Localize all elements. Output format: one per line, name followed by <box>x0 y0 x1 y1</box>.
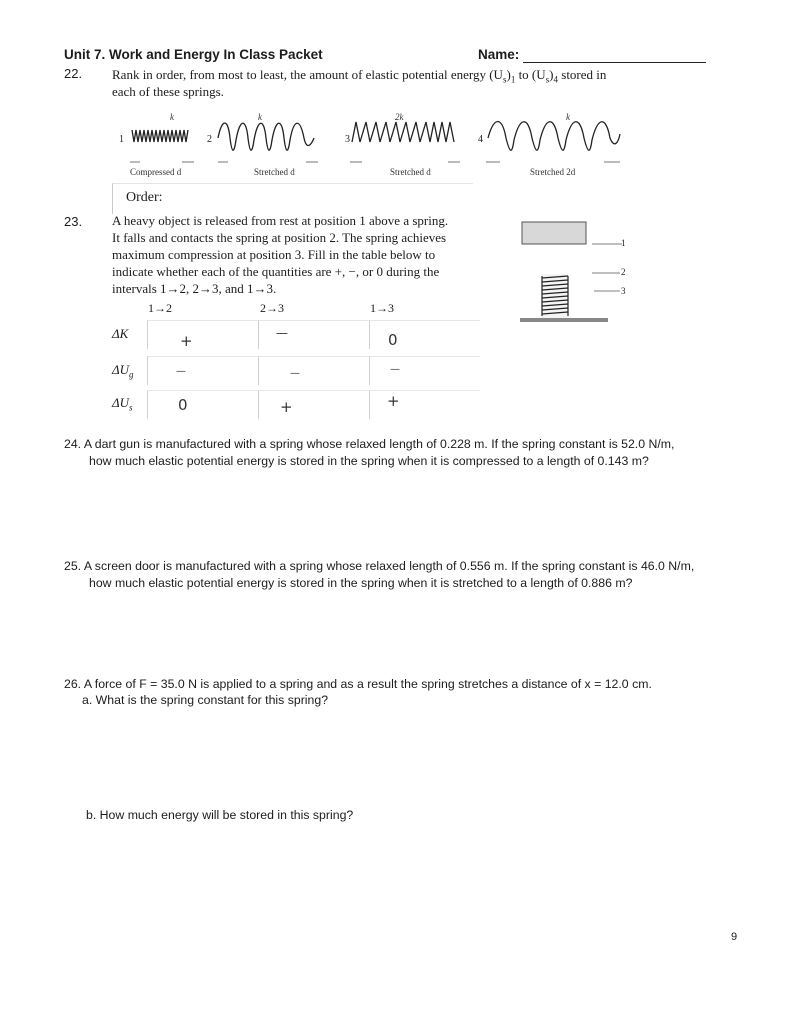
spring-1-number: 1 <box>119 134 124 145</box>
q23-number: 23. <box>64 214 83 229</box>
answer-ug-1-2: — <box>176 366 186 377</box>
answer-ug-1-3: — <box>390 364 400 375</box>
ground <box>520 318 608 322</box>
order-answer-box[interactable] <box>112 183 473 214</box>
answer-us-2-3: + <box>280 398 293 416</box>
spring-2-k: k <box>258 112 262 122</box>
spring-1-caption: Compressed d <box>130 167 182 177</box>
heavy-block <box>522 222 586 244</box>
block-spring-figure <box>516 218 646 328</box>
cell-us-1-3[interactable] <box>369 390 480 419</box>
spring-2-drawing <box>218 123 318 162</box>
row-label-delta-ug: $\Delta U_g$ <box>112 362 134 380</box>
spring-1-k: k <box>170 112 174 122</box>
name-label: Name: <box>478 47 520 62</box>
position-3-label: 3 <box>621 286 626 296</box>
q23-prompt: A heavy object is released from rest at position 1 above a spring. It falls and contacts the spring at position 2. The spring achieves maximum compression at position 3. Fill in the table below to indicate whether each of the quantities are +, −, or 0 during the intervals 1→2, 2→3, and 1→3. <box>112 213 449 296</box>
q22-number: 22. <box>64 66 83 81</box>
position-1-label: 1 <box>621 238 626 248</box>
cell-ug-1-2[interactable] <box>147 356 258 385</box>
spring-4-k: k <box>566 112 570 122</box>
cell-k-1-3[interactable] <box>369 320 480 349</box>
spring-3-drawing <box>350 122 460 162</box>
page-number: 9 <box>731 931 738 943</box>
spring-4-caption: Stretched 2d <box>530 167 576 177</box>
row-label-delta-k: ΔK <box>112 326 129 341</box>
spring-3-k: 2k <box>395 112 404 122</box>
order-label: Order: <box>126 190 163 205</box>
q24-prompt-line2: how much elastic potential energy is stored in the spring when it is compressed to a length of 0.143 m? <box>89 454 649 468</box>
answer-k-1-2: + <box>180 332 193 350</box>
q26-prompt: 26. A force of F = 35.0 N is applied to a spring and as a result the spring stretches a distance of x = 12.0 cm. <box>64 677 652 691</box>
name-blank-line[interactable] <box>523 62 706 63</box>
packet-title: Unit 7. Work and Energy In Class Packet <box>64 47 323 62</box>
answer-us-1-3: + <box>387 392 400 410</box>
q22-prompt-line1: Rank in order, from most to least, the amount of elastic potential energy $(U_s)_1$ to $(U_s)_4$ stored in <box>112 67 607 85</box>
q24-prompt: 24. A dart gun is manufactured with a spring whose relaxed length of 0.228 m. If the spring constant is 52.0 N/m, <box>64 437 675 451</box>
q25-prompt: 25. A screen door is manufactured with a spring whose relaxed length of 0.556 m. If the spring constant is 46.0 N/m, <box>64 559 695 573</box>
col-header-1-2: 1→2 <box>148 301 172 315</box>
spring-1-drawing <box>130 130 194 162</box>
answer-us-1-2: 0 <box>178 396 188 414</box>
q26-part-b: b. How much energy will be stored in this spring? <box>86 808 354 822</box>
col-header-2-3: 2→3 <box>260 301 284 315</box>
position-2-label: 2 <box>621 267 626 277</box>
answer-k-2-3: — <box>276 326 288 340</box>
cell-ug-2-3[interactable] <box>258 356 369 385</box>
q26-part-a: a. What is the spring constant for this spring? <box>82 693 329 707</box>
q22-prompt-line2: each of these springs. <box>112 84 224 99</box>
spring-2-caption: Stretched d <box>254 167 295 177</box>
cell-k-1-2[interactable] <box>147 320 258 349</box>
spring-3-caption: Stretched d <box>390 167 431 177</box>
spring-3-number: 3 <box>345 134 350 145</box>
col-header-1-3: 1→3 <box>370 301 394 315</box>
row-label-delta-us: $\Delta U_s$ <box>112 395 133 413</box>
answer-k-1-3: 0 <box>388 331 398 349</box>
cell-us-1-2[interactable] <box>147 390 258 419</box>
spring-2-number: 2 <box>207 134 212 145</box>
q25-prompt-line2: how much elastic potential energy is stored in the spring when it is stretched to a length of 0.886 m? <box>89 576 633 590</box>
answer-ug-2-3: — <box>290 368 300 379</box>
spring-4-number: 4 <box>478 134 483 145</box>
cell-us-2-3[interactable] <box>258 390 369 419</box>
cell-ug-1-3[interactable] <box>369 356 480 385</box>
cell-k-2-3[interactable] <box>258 320 369 349</box>
spring-4-drawing <box>486 122 620 163</box>
